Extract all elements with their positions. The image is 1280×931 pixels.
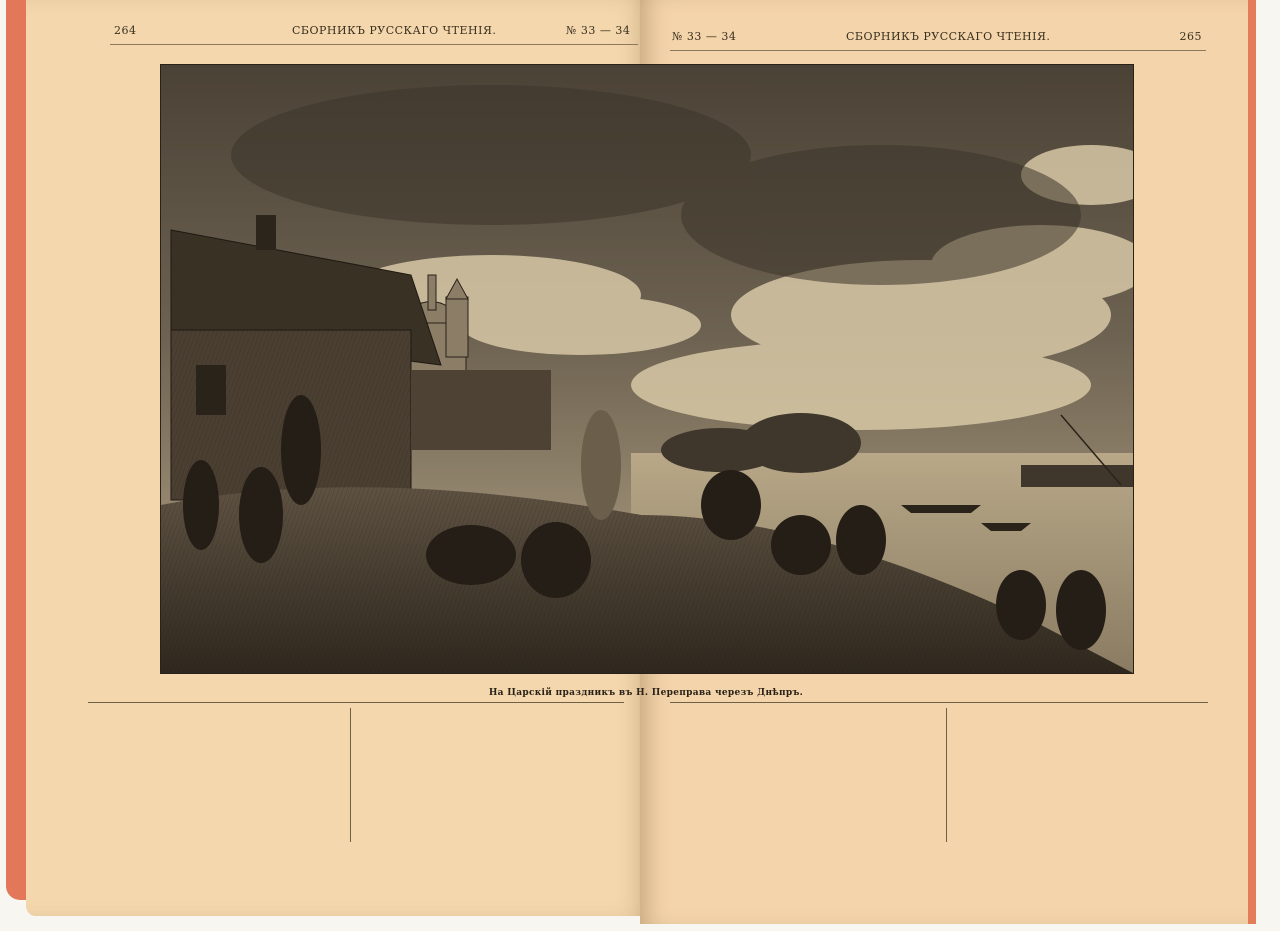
right-column-divider bbox=[946, 708, 947, 842]
engraving-illustration bbox=[160, 64, 1134, 674]
illustration-caption: На Царскій праздникъ въ Н. Переправа черезъ Днѣпръ. bbox=[488, 688, 804, 698]
left-page-number: 264 bbox=[114, 24, 137, 37]
left-issue-number: № 33 — 34 bbox=[566, 24, 631, 37]
right-column-rule bbox=[670, 702, 1208, 703]
right-running-title: СБОРНИКЪ РУССКАГО ЧТЕНІЯ. bbox=[846, 30, 1051, 43]
right-issue-number: № 33 — 34 bbox=[672, 30, 737, 43]
right-running-head bbox=[670, 24, 1206, 51]
right-page-number: 265 bbox=[1179, 30, 1202, 43]
left-running-head bbox=[110, 18, 638, 45]
cover-edge-right bbox=[1248, 0, 1256, 924]
left-running-title: СБОРНИКЪ РУССКАГО ЧТЕНІЯ. bbox=[292, 24, 497, 37]
left-column-divider bbox=[350, 708, 351, 842]
left-column-rule bbox=[88, 702, 624, 703]
